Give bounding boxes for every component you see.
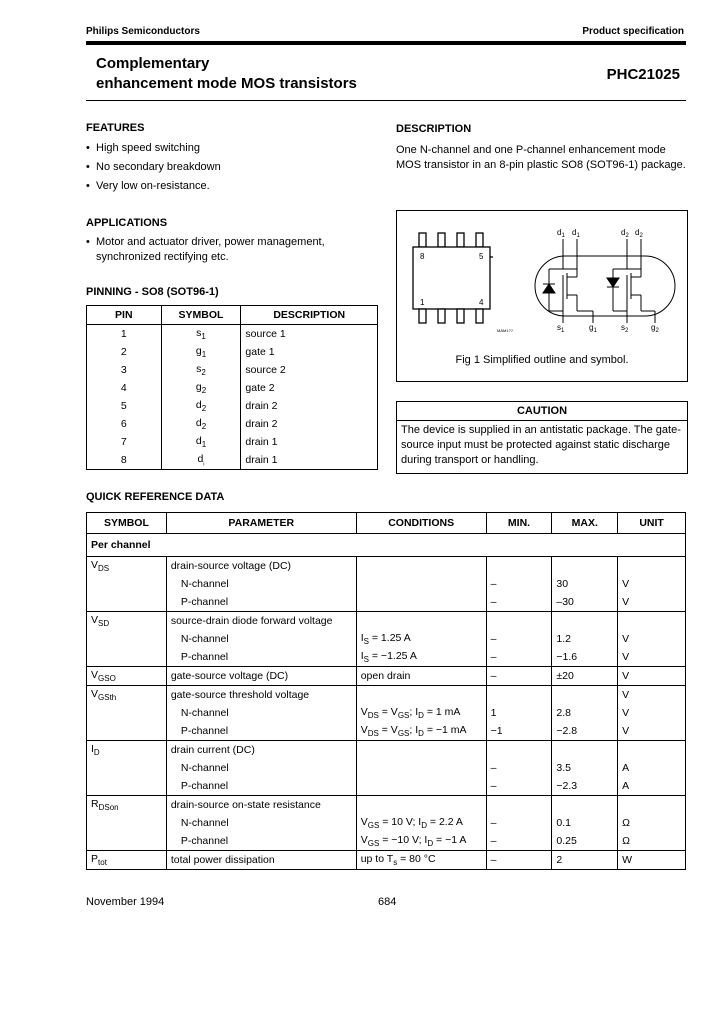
qrd-unit: A — [618, 759, 686, 777]
qrd-min — [486, 741, 552, 760]
qrd-max: 1.2 — [552, 630, 618, 648]
pin-symbol: $d_2$ — [161, 397, 241, 415]
features-heading: FEATURES — [86, 122, 145, 134]
pin-row — [87, 433, 378, 451]
qrd-symbol — [87, 630, 167, 648]
title-line-2: enhancement mode MOS transistors — [96, 75, 357, 92]
qrd-min: 1 — [486, 704, 552, 722]
pin-label: 1 — [420, 298, 425, 307]
terminal-label-g1: $g_1$ — [589, 323, 597, 334]
qrd-row — [87, 667, 686, 686]
qrd-unit: Ω — [618, 832, 686, 851]
pin-row — [87, 379, 378, 397]
qrd-max — [552, 796, 618, 815]
qrd-unit: V — [618, 630, 686, 648]
pin-number: 5 — [87, 397, 162, 415]
qrd-row — [87, 557, 686, 576]
qrd-parameter: P-channel — [166, 777, 356, 796]
qrd-parameter: P-channel — [166, 648, 356, 667]
qrd-conditions — [356, 557, 486, 576]
pin-number: 4 — [87, 379, 162, 397]
column-header-conditions: CONDITIONS — [356, 513, 486, 534]
qrd-max — [552, 741, 618, 760]
column-header-description: DESCRIPTION — [241, 306, 378, 325]
pin-row — [87, 451, 378, 470]
qrd-max: 2.8 — [552, 704, 618, 722]
pin-label: 8 — [420, 252, 425, 261]
qrd-min: – — [486, 832, 552, 851]
qrd-unit — [618, 741, 686, 760]
pin-row — [87, 361, 378, 379]
caution-heading: CAUTION — [396, 401, 688, 421]
pin-symbol: $d_1$ — [161, 433, 241, 451]
qrd-unit: Ω — [618, 814, 686, 832]
column-header-parameter: PARAMETER — [166, 513, 356, 534]
qrd-row — [87, 741, 686, 760]
column-header-unit: UNIT — [618, 513, 686, 534]
qrd-unit: V — [618, 667, 686, 686]
qrd-symbol — [87, 704, 167, 722]
qrd-parameter: source-drain diode forward voltage — [166, 612, 356, 631]
qrd-unit — [618, 796, 686, 815]
qrd-min: – — [486, 575, 552, 593]
qrd-unit: V — [618, 686, 686, 705]
footer-date: November 1994 — [86, 896, 165, 908]
qrd-parameter: drain-source on-state resistance — [166, 796, 356, 815]
terminal-label-d2: $d_2$ — [635, 228, 643, 239]
part-number: PHC21025 — [606, 66, 680, 83]
pin-row — [87, 343, 378, 361]
qrd-symbol: $V_{DS}$ — [87, 557, 167, 576]
pin-symbol: $s_2$ — [161, 361, 241, 379]
footer-page-number: 684 — [378, 896, 397, 908]
qrd-unit: V — [618, 704, 686, 722]
qrd-symbol: $V_{GSO}$ — [87, 667, 167, 686]
qrd-parameter: drain current (DC) — [166, 741, 356, 760]
pin-description: drain 2 — [241, 415, 378, 433]
pin-number: 2 — [87, 343, 162, 361]
pinning-header-row — [87, 306, 378, 325]
qrd-min: – — [486, 759, 552, 777]
qrd-max — [552, 612, 618, 631]
qrd-conditions — [356, 777, 486, 796]
pin-description: source 2 — [241, 361, 378, 379]
quick-reference-table — [86, 512, 686, 870]
pin-description: drain 2 — [241, 397, 378, 415]
terminal-label-s2: $s_2$ — [621, 323, 629, 334]
qrd-conditions: $V_{DS} = V_{GS}$; $I_D = 1$ mA — [356, 704, 486, 722]
qrd-parameter: N-channel — [166, 704, 356, 722]
qrd-heading: QUICK REFERENCE DATA — [86, 491, 225, 503]
qrd-conditions — [356, 796, 486, 815]
qrd-parameter: gate-source threshold voltage — [166, 686, 356, 705]
qrd-parameter: P-channel — [166, 722, 356, 741]
qrd-symbol: $R_{DSon}$ — [87, 796, 167, 815]
qrd-row — [87, 575, 686, 593]
qrd-symbol — [87, 777, 167, 796]
description-text: One N-channel and one P-channel enhancement mode MOS transistor in an 8-pin plastic SO8 (SOT96-1) package. — [396, 144, 686, 171]
header-rule — [86, 41, 686, 45]
qrd-row — [87, 851, 686, 870]
pin-symbol: $d_ᵢ$ — [161, 451, 241, 470]
qrd-symbol — [87, 648, 167, 667]
spec-type: Product specification — [582, 26, 684, 37]
qrd-min — [486, 686, 552, 705]
qrd-min — [486, 612, 552, 631]
column-header-max: MAX. — [552, 513, 618, 534]
qrd-parameter: drain-source voltage (DC) — [166, 557, 356, 576]
column-header-symbol: SYMBOL — [87, 513, 167, 534]
qrd-max: 0.25 — [552, 832, 618, 851]
pin-number: 1 — [87, 325, 162, 344]
company-name: Philips Semiconductors — [86, 26, 200, 37]
applications-heading: APPLICATIONS — [86, 217, 168, 229]
qrd-symbol — [87, 814, 167, 832]
qrd-row — [87, 630, 686, 648]
qrd-parameter: N-channel — [166, 814, 356, 832]
qrd-min: – — [486, 814, 552, 832]
qrd-max: ±20 — [552, 667, 618, 686]
qrd-conditions: $I_S = 1.25$ A — [356, 630, 486, 648]
qrd-parameter: N-channel — [166, 759, 356, 777]
qrd-conditions — [356, 575, 486, 593]
pin-number: 8 — [87, 451, 162, 470]
qrd-min: – — [486, 851, 552, 870]
qrd-row — [87, 814, 686, 832]
figure-box — [396, 210, 688, 382]
qrd-symbol: $P_{tot}$ — [87, 851, 167, 870]
qrd-max: 2 — [552, 851, 618, 870]
qrd-conditions — [356, 759, 486, 777]
applications-list — [86, 235, 348, 265]
terminal-label-d1: $d_1$ — [557, 228, 565, 239]
terminal-label-d1: $d_1$ — [572, 228, 580, 239]
terminal-label-d2: $d_2$ — [621, 228, 629, 239]
symbol-terminal-labels — [557, 228, 659, 334]
qrd-parameter: P-channel — [166, 832, 356, 851]
pin-row — [87, 397, 378, 415]
title-rule — [86, 100, 686, 101]
qrd-unit — [618, 612, 686, 631]
qrd-row — [87, 686, 686, 705]
qrd-unit: A — [618, 777, 686, 796]
qrd-max: −2.3 — [552, 777, 618, 796]
pin-description: gate 2 — [241, 379, 378, 397]
pin-row — [87, 325, 378, 344]
qrd-symbol — [87, 832, 167, 851]
qrd-max: 30 — [552, 575, 618, 593]
qrd-parameter: P-channel — [166, 593, 356, 612]
terminal-label-s1: $s_1$ — [557, 323, 565, 334]
pin-number: 7 — [87, 433, 162, 451]
qrd-unit: V — [618, 722, 686, 741]
qrd-min: −1 — [486, 722, 552, 741]
qrd-unit: W — [618, 851, 686, 870]
qrd-symbol — [87, 759, 167, 777]
qrd-unit: V — [618, 593, 686, 612]
pin-row — [87, 415, 378, 433]
qrd-row — [87, 832, 686, 851]
caution-text: The device is supplied in an antistatic package. The gate-source input must be protected against static discharge during transport or handling. — [396, 420, 688, 474]
feature-item: • High speed switching — [86, 139, 376, 158]
qrd-conditions: $V_{GS} = -10$ V; $I_D = -1$ A — [356, 832, 486, 851]
qrd-row — [87, 759, 686, 777]
title-line-1: Complementary — [96, 55, 210, 72]
qrd-conditions: up to $T_s = 80$ °C — [356, 851, 486, 870]
qrd-row — [87, 593, 686, 612]
qrd-row — [87, 777, 686, 796]
per-channel-row — [87, 534, 686, 557]
application-item: • Motor and actuator driver, power management, synchronized rectifying etc. — [86, 235, 348, 265]
qrd-header-row — [87, 513, 686, 534]
page-title — [96, 54, 357, 94]
qrd-min: – — [486, 648, 552, 667]
qrd-max: –30 — [552, 593, 618, 612]
figure-caption: Fig 1 Simplified outline and symbol. — [455, 354, 629, 366]
qrd-unit: V — [618, 648, 686, 667]
qrd-row — [87, 704, 686, 722]
qrd-conditions — [356, 612, 486, 631]
qrd-max — [552, 557, 618, 576]
qrd-max: 0.1 — [552, 814, 618, 832]
qrd-conditions — [356, 686, 486, 705]
qrd-min: – — [486, 630, 552, 648]
pin-symbol: $g_2$ — [161, 379, 241, 397]
pin-number: 6 — [87, 415, 162, 433]
qrd-min: – — [486, 777, 552, 796]
qrd-min: – — [486, 667, 552, 686]
qrd-row — [87, 796, 686, 815]
qrd-conditions — [356, 741, 486, 760]
qrd-conditions: $I_S = -1.25$ A — [356, 648, 486, 667]
qrd-symbol — [87, 593, 167, 612]
qrd-max — [552, 686, 618, 705]
qrd-max: 3.5 — [552, 759, 618, 777]
figure-mark-code: MAM1?? — [497, 328, 514, 333]
qrd-parameter: total power dissipation — [166, 851, 356, 870]
feature-item: • Very low on-resistance. — [86, 177, 376, 196]
qrd-symbol — [87, 575, 167, 593]
qrd-max: −2.8 — [552, 722, 618, 741]
pinning-heading: PINNING - SO8 (SOT96-1) — [86, 286, 219, 298]
qrd-row — [87, 722, 686, 741]
column-header-pin: PIN — [87, 306, 162, 325]
qrd-symbol: $V_{GSth}$ — [87, 686, 167, 705]
qrd-unit — [618, 557, 686, 576]
qrd-symbol: $I_D$ — [87, 741, 167, 760]
qrd-min — [486, 557, 552, 576]
qrd-conditions: $V_{DS} = V_{GS}$; $I_D = -1$ mA — [356, 722, 486, 741]
pin-symbol: $s_1$ — [161, 325, 241, 344]
pinning-table — [86, 305, 378, 470]
pin-number: 3 — [87, 361, 162, 379]
pin-description: source 1 — [241, 325, 378, 344]
pin-description: gate 1 — [241, 343, 378, 361]
qrd-min — [486, 796, 552, 815]
terminal-label-g2: $g_2$ — [651, 323, 659, 334]
qrd-conditions — [356, 593, 486, 612]
qrd-parameter: N-channel — [166, 630, 356, 648]
transistor-symbol — [535, 239, 675, 323]
qrd-min: – — [486, 593, 552, 612]
qrd-row — [87, 612, 686, 631]
qrd-conditions: $V_{GS} = 10$ V; $I_D = 2.2$ A — [356, 814, 486, 832]
qrd-parameter: gate-source voltage (DC) — [166, 667, 356, 686]
qrd-symbol: $V_{SD}$ — [87, 612, 167, 631]
column-header-symbol: SYMBOL — [161, 306, 241, 325]
qrd-conditions: open drain — [356, 667, 486, 686]
qrd-row — [87, 648, 686, 667]
description-heading: DESCRIPTION — [396, 123, 472, 135]
features-list — [86, 139, 376, 196]
qrd-max: −1.6 — [552, 648, 618, 667]
qrd-symbol — [87, 722, 167, 741]
qrd-unit: V — [618, 575, 686, 593]
pin-label: 4 — [479, 298, 484, 307]
per-channel-label: Per channel — [87, 534, 686, 557]
so8-package-outline — [413, 233, 493, 323]
pin-description: drain 1 — [241, 451, 378, 470]
pin-label: 5 — [479, 252, 484, 261]
pin-description: drain 1 — [241, 433, 378, 451]
pin-symbol: $d_2$ — [161, 415, 241, 433]
feature-item: • No secondary breakdown — [86, 158, 376, 177]
column-header-min: MIN. — [486, 513, 552, 534]
qrd-parameter: N-channel — [166, 575, 356, 593]
pin-symbol: $g_1$ — [161, 343, 241, 361]
